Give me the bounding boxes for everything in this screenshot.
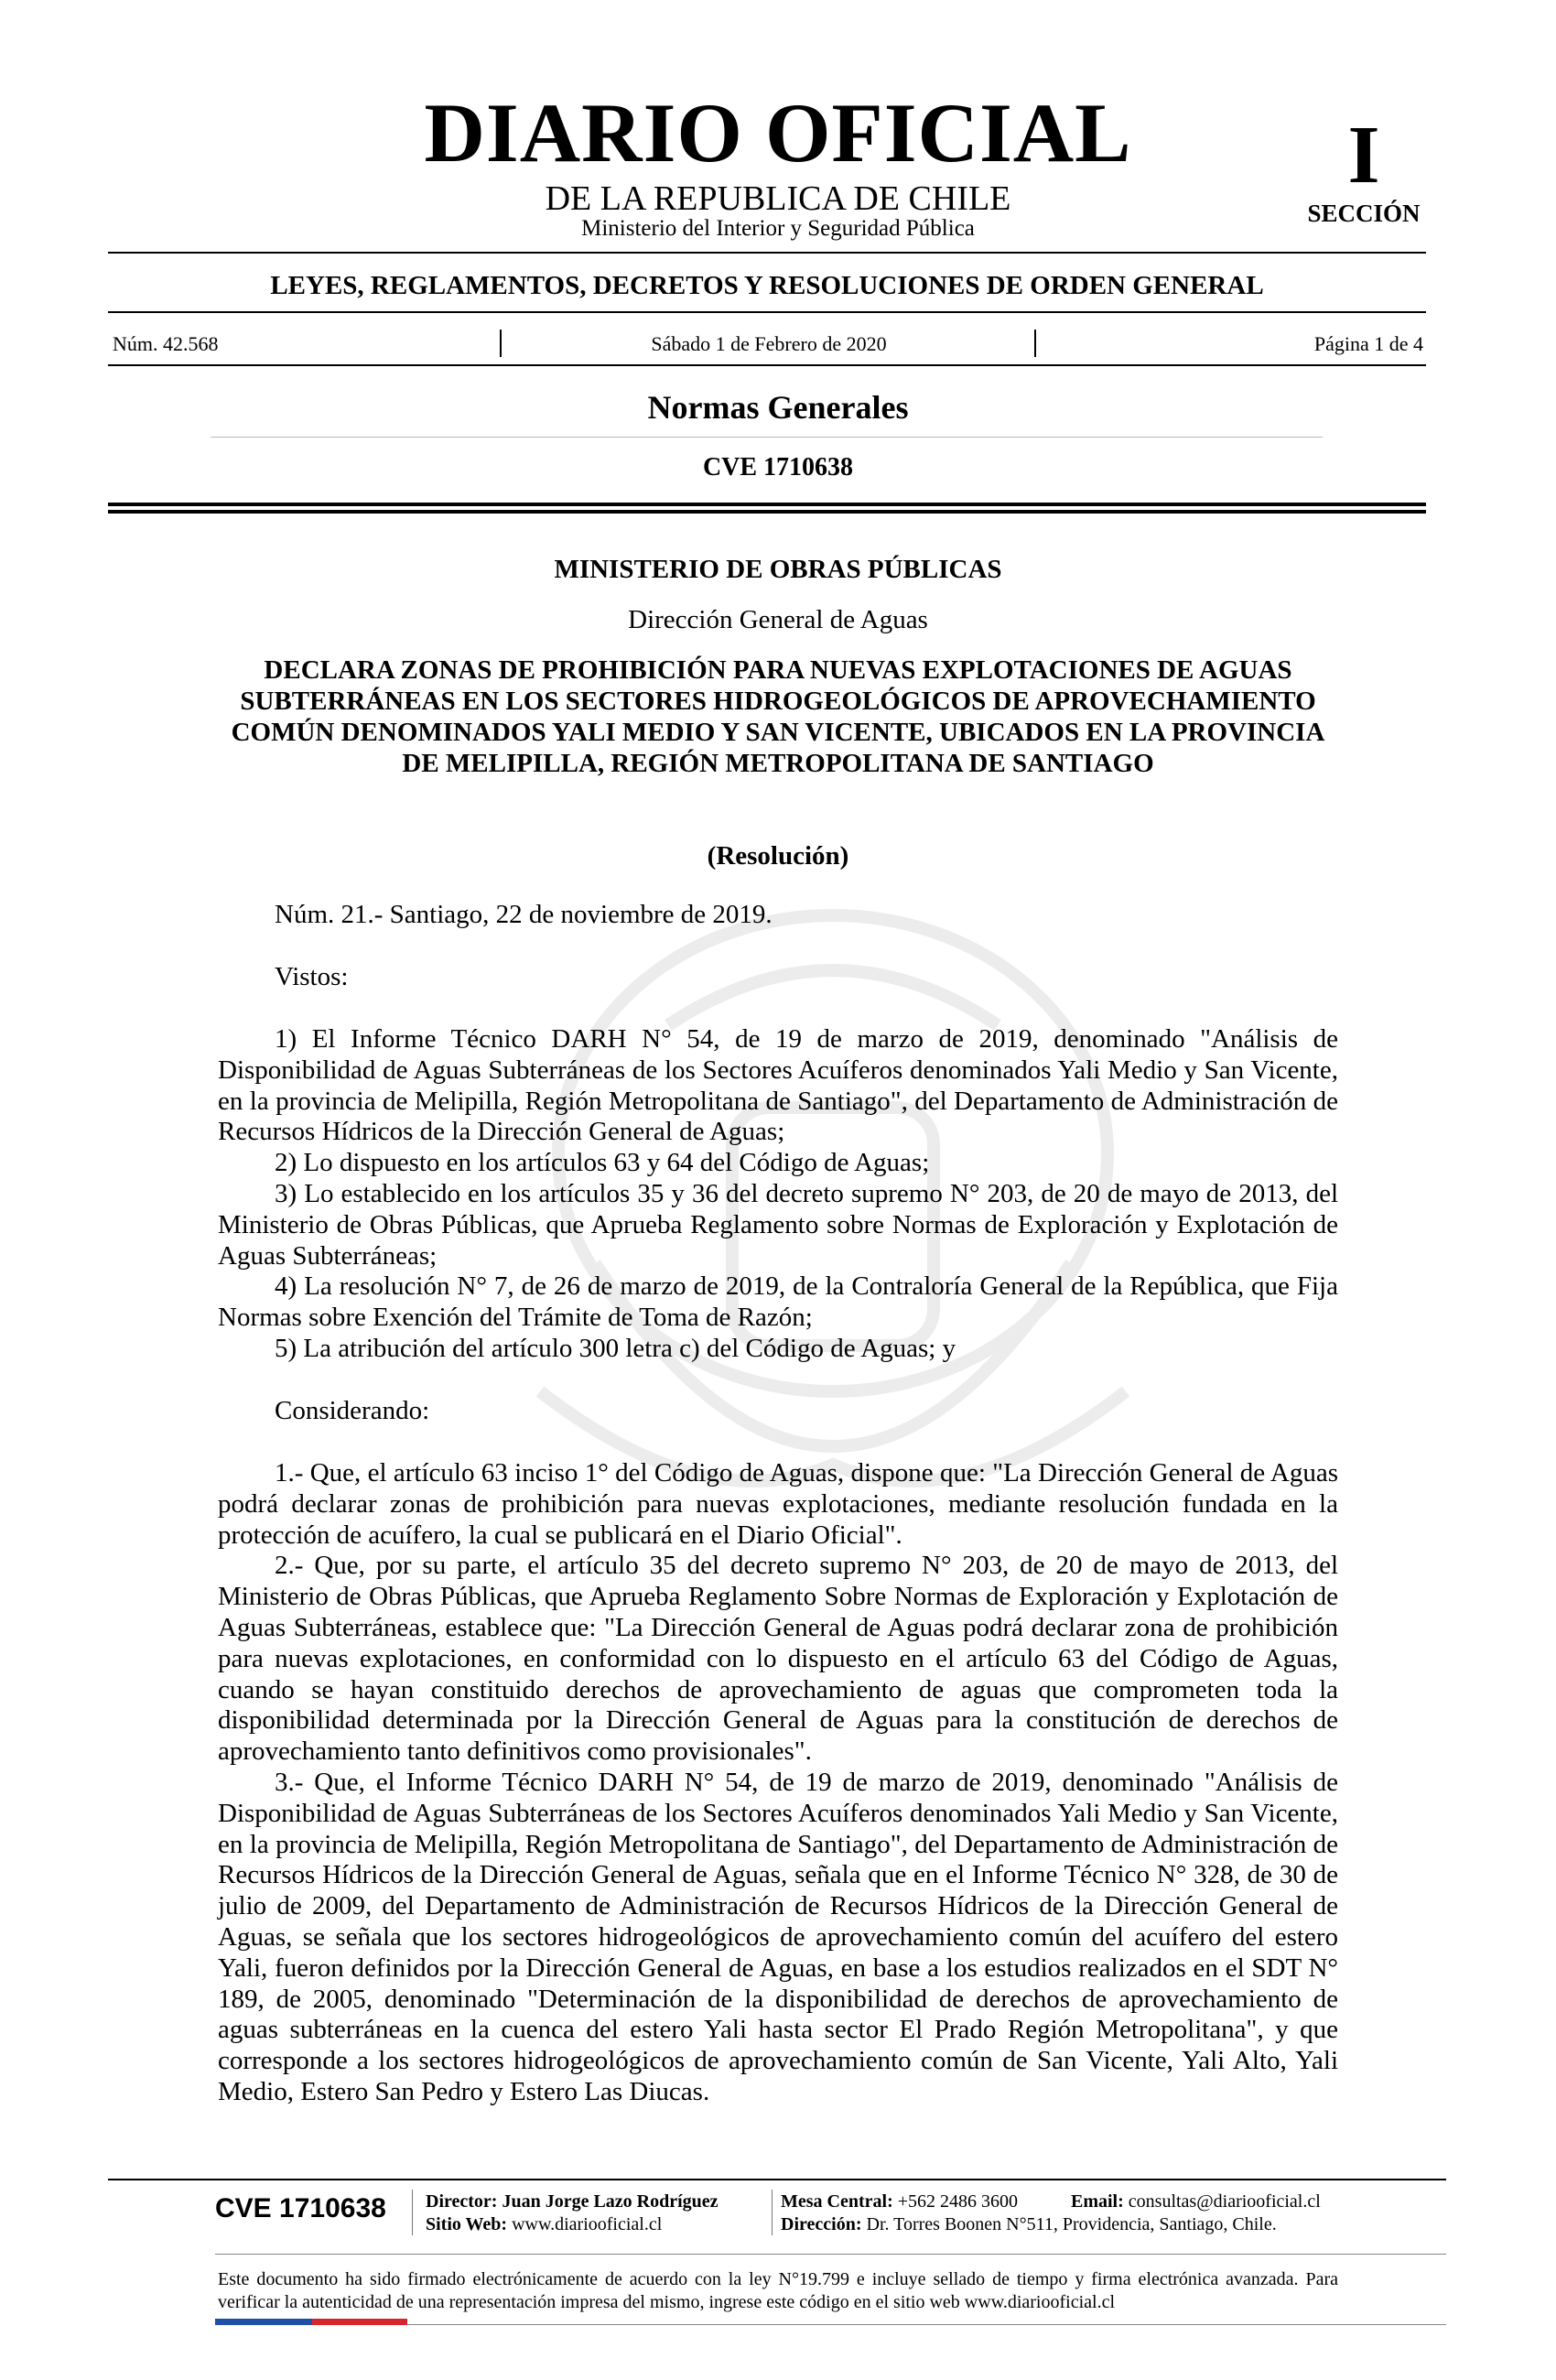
masthead-rule — [108, 252, 1426, 254]
footer-website — [426, 2213, 662, 2236]
website-label: Sitio Web: — [426, 2214, 508, 2234]
footer-bottom-rule — [407, 2324, 1446, 2325]
header-double-rule-top — [108, 503, 1426, 506]
footer-email — [1071, 2191, 1321, 2213]
footer-rule — [108, 2179, 1446, 2180]
address-label: Dirección: — [781, 2214, 862, 2234]
list-item: 1) El Informe Técnico DARH N° 54, de 19 de marzo de 2019, denominado "Análisis de Disponibilidad de Aguas Subterráneas de los Sectores Acuíferos denominados Yali Medio y San Vicente, en la provincia de Melipilla, Región Metropolitana de Santiago", del Departamento de Administración de Recursos Hídricos de la Dirección General de Aguas; — [218, 1024, 1338, 1147]
footer-rule-thin — [215, 2254, 1446, 2255]
meta-rule — [108, 364, 1426, 366]
issue-date: Sábado 1 de Febrero de 2020 — [651, 332, 887, 355]
director-label: Director: — [426, 2191, 498, 2212]
signature-notice: Este documento ha sido firmado electrónicamente de acuerdo con la ley N°19.799 e incluye sellado de tiempo y firma electrónica avanzada. Para verificar la autenticidad de una representación impresa del mismo, ingrese este código en el sitio web www.diariooficial.cl — [218, 2269, 1338, 2312]
footer-address — [781, 2213, 1277, 2236]
website-link[interactable]: www.diariooficial.cl — [512, 2214, 663, 2234]
address-value: Dr. Torres Boonen N°511, Providencia, Santiago, Chile. — [866, 2214, 1277, 2234]
footer-separator — [412, 2190, 413, 2235]
phone-number: +562 2486 3600 — [897, 2191, 1019, 2212]
resolution-number: Núm. 21.- Santiago, 22 de noviembre de 2019. — [275, 900, 773, 929]
issue-number: Núm. 42.568 — [113, 332, 219, 355]
email-label: Email: — [1071, 2191, 1124, 2212]
masthead-title: DIARIO OFICIAL — [424, 86, 1132, 179]
footer-director — [426, 2191, 719, 2213]
list-item: 2.- Que, por su parte, el artículo 35 del decreto supremo N° 203, de 20 de mayo de 2013, del Ministerio de Obras Públicas, que Aprueba Reglamento Sobre Normas de Exploración y Explotación de Aguas Subterráneas, establece que: "La Dirección General de Aguas podrá declarar zona de prohibición para nuevas explotaciones, en conformidad con lo dispuesto en el artículo 63 del Código de Aguas, cuando se hayan constituido derechos de aprovechamiento de aguas que comprometen toda la disponibilidad determinada por la Dirección General de Aguas para la constitución de derechos de aprovechamiento tanto definitivos como provisionales". — [218, 1551, 1338, 1767]
meta-separator — [1034, 330, 1036, 357]
considerando-heading: Considerando: — [275, 1396, 430, 1425]
masthead-subtitle: DE LA REPUBLICA DE CHILE — [545, 179, 1011, 218]
resolution-label: (Resolución) — [707, 841, 849, 871]
vistos-list — [218, 1024, 1338, 1365]
meta-separator — [500, 330, 502, 357]
page-indicator: Página 1 de 4 — [1313, 332, 1423, 355]
list-item: 2) Lo dispuesto en los artículos 63 y 64 del Código de Aguas; — [275, 1148, 930, 1178]
director-name: Juan Jorge Lazo Rodríguez — [502, 2191, 719, 2212]
decree-title: DECLARA ZONAS DE PROHIBICIÓN PARA NUEVAS EXPLOTACIONES DE AGUAS SUBTERRÁNEAS EN LOS SECTORES HIDROGEOLÓGICOS DE APROVECHAMIENTO COMÚN DENOMINADOS YALI MEDIO Y SAN VICENTE, UBICADOS EN LA PROVINCIA DE MELIPILLA, REGIÓN METROPOLITANA DE SANTIAGO — [231, 655, 1325, 778]
list-item: 4) La resolución N° 7, de 26 de marzo de 2019, de la Contraloría General de la República, que Fija Normas sobre Exención del Trámite de Toma de Razón; — [218, 1271, 1338, 1333]
flag-stripe-red — [312, 2319, 407, 2325]
issuing-ministry: MINISTERIO DE OBRAS PÚBLICAS — [554, 555, 1002, 584]
considerando-list — [218, 1458, 1338, 2108]
footer-separator — [772, 2190, 773, 2235]
list-item: 3) Lo establecido en los artículos 35 y 36 del decreto supremo N° 203, de 20 de mayo de 2013, del Ministerio de Obras Públicas, que Aprueba Reglamento sobre Normas de Exploración y Explotación de Aguas Subterráneas; — [218, 1178, 1338, 1271]
email-link[interactable]: consultas@diariooficial.cl — [1128, 2191, 1321, 2212]
footer-cve-code: CVE 1710638 — [215, 2193, 386, 2223]
directorate: Dirección General de Aguas — [628, 605, 928, 634]
vistos-heading: Vistos: — [275, 962, 349, 991]
flag-stripe-blue — [215, 2319, 312, 2325]
footer-phone — [781, 2191, 1018, 2213]
section-number: I — [1347, 110, 1380, 200]
list-item: 3.- Que, el Informe Técnico DARH N° 54, de 19 de marzo de 2019, denominado "Análisis de Disponibilidad de Aguas Subterráneas de los Sectores Acuíferos denominados Yali Medio y San Vicente, en la provincia de Melipilla, Región Metropolitana de Santiago", del Departamento de Administración de Recursos Hídricos de la Dirección General de Aguas, señala que en el Informe Técnico N° 328, de 30 de julio de 2009, del Departamento de Administración de Recursos Hídricos de la Dirección General de Aguas, se señala que los sectores hidrogeológicos de aprovechamiento común del acuífero del estero Yali, fueron definidos por la Dirección General de Aguas, en base a los estudios realizados en el SDT N° 189, de 2005, denominado "Determinación de la disponibilidad de derechos de aprovechamiento de aguas subterráneas en la cuenca del estero Yali hasta sector El Prado Región Metropolitana", y que corresponde a los sectores hidrogeológicos de aprovechamiento común de San Vicente, Yali Alto, Yali Medio, Estero San Pedro y Estero Las Diucas. — [218, 1767, 1338, 2106]
banner-rule — [108, 311, 1426, 313]
norms-rule — [211, 437, 1323, 438]
header-double-rule-bottom — [108, 510, 1426, 514]
laws-banner: LEYES, REGLAMENTOS, DECRETOS Y RESOLUCIONES DE ORDEN GENERAL — [270, 271, 1264, 300]
list-item: 5) La atribución del artículo 300 letra c) del Código de Aguas; y — [275, 1333, 956, 1363]
masthead-ministry: Ministerio del Interior y Seguridad Pública — [581, 216, 975, 241]
phone-label: Mesa Central: — [781, 2191, 893, 2212]
list-item: 1.- Que, el artículo 63 inciso 1° del Código de Aguas, dispone que: "La Dirección General de Aguas podrá declarar zonas de prohibición para nuevas explotaciones, mediante resolución fundada en la protección de acuífero, la cual se publicará en el Diario Oficial". — [218, 1458, 1338, 1550]
norms-title: Normas Generales — [647, 389, 909, 426]
section-label: SECCIÓN — [1307, 200, 1421, 227]
cve-code: CVE 1710638 — [702, 453, 854, 481]
